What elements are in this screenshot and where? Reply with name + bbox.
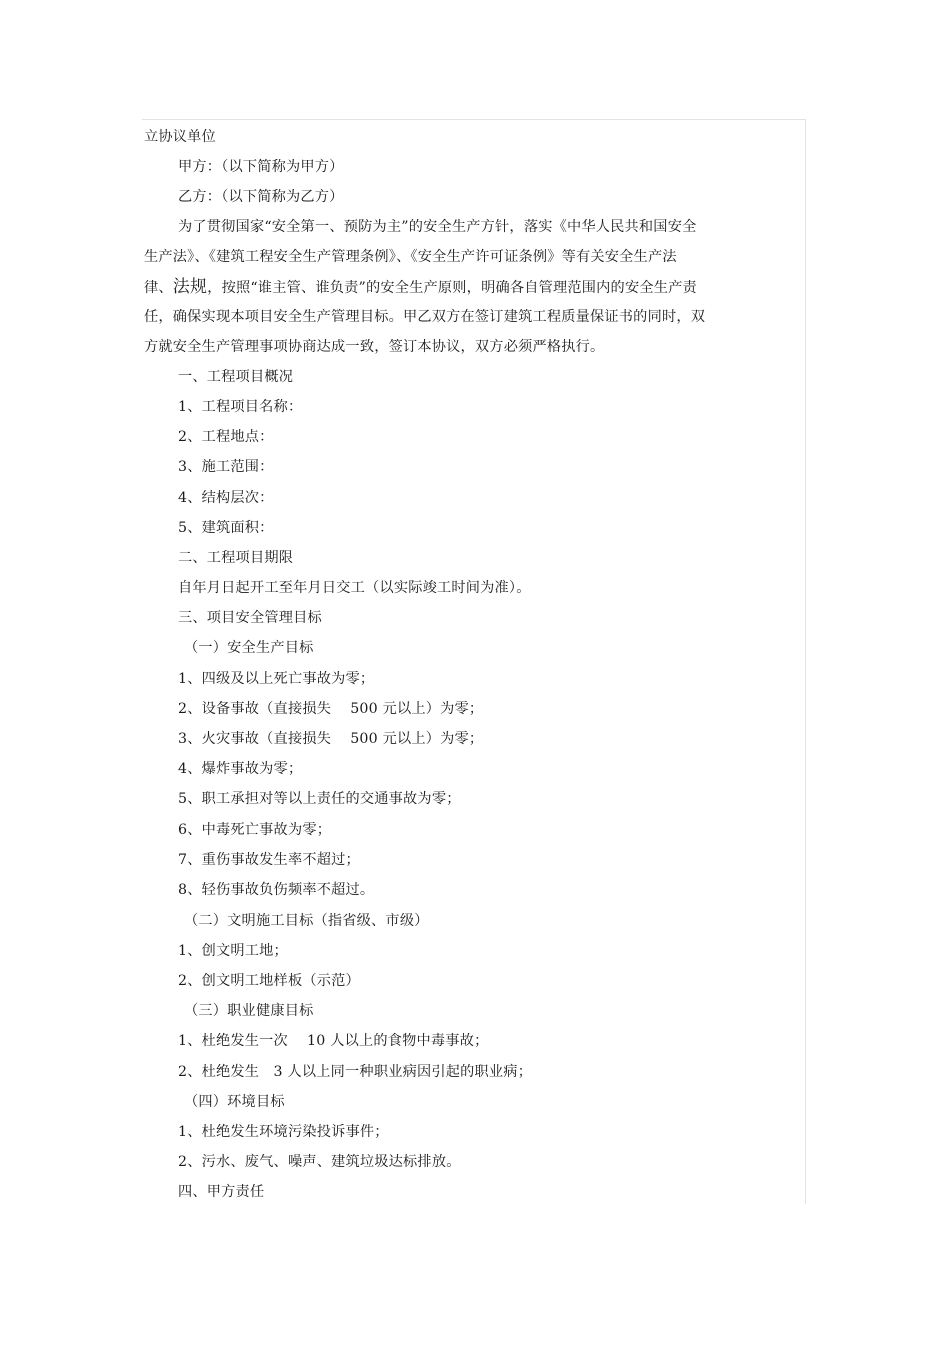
section1-item: 4、结构层次： bbox=[178, 490, 274, 506]
sub2-heading: （二）文明施工目标（指省级、市级） bbox=[184, 913, 429, 929]
section2-heading: 二、工程项目期限 bbox=[178, 550, 294, 566]
sub1-heading: （一）安全生产目标 bbox=[184, 640, 314, 656]
party-a-line: 甲方：（以下简称为甲方） bbox=[178, 159, 344, 175]
sub1-item: 8、轻伤事故负伤频率不超过。 bbox=[178, 882, 375, 898]
sub4-item: 1、杜绝发生环境污染投诉事件； bbox=[178, 1124, 389, 1140]
section1-heading: 一、工程项目概况 bbox=[178, 369, 294, 385]
section1-item: 3、施工范围： bbox=[178, 459, 274, 475]
intro-line-2: 生产法》、《建筑工程安全生产管理条例》、《安全生产许可证条例》等有关安全生产法 bbox=[144, 249, 677, 265]
section2-text: 自年月日起开工至年月日交工（以实际竣工时间为准）。 bbox=[178, 580, 531, 596]
document-title: 立协议单位 bbox=[144, 129, 216, 145]
sub3-heading: （三）职业健康目标 bbox=[184, 1003, 314, 1019]
sub4-item: 2、污水、废气、噪声、建筑垃圾达标排放。 bbox=[178, 1154, 461, 1170]
sub1-item: 2、设备事故（直接损失 500 元以上）为零； bbox=[178, 701, 484, 717]
section1-item: 2、工程地点： bbox=[178, 429, 274, 445]
intro-line-3-fagui: 法规 bbox=[172, 277, 208, 297]
section1-item: 5、建筑面积： bbox=[178, 520, 274, 536]
section1-item: 1、工程项目名称： bbox=[178, 399, 303, 415]
sub4-heading: （四）环境目标 bbox=[184, 1094, 285, 1110]
section3-heading: 三、项目安全管理目标 bbox=[178, 610, 322, 626]
sub1-item: 1、四级及以上死亡事故为零； bbox=[178, 671, 375, 687]
sub3-item: 2、杜绝发生 3 人以上同一种职业病因引起的职业病； bbox=[178, 1064, 533, 1080]
sub1-item: 4、爆炸事故为零； bbox=[178, 761, 303, 777]
party-b-line: 乙方：（以下简称为乙方） bbox=[178, 189, 344, 205]
sub2-item: 2、创文明工地样板（示范） bbox=[178, 973, 360, 989]
sub1-item: 5、职工承担对等以上责任的交通事故为零； bbox=[178, 791, 461, 807]
sub1-item: 7、重伤事故发生率不超过； bbox=[178, 852, 360, 868]
intro-line-3-a: 律、 bbox=[144, 280, 173, 296]
intro-line-3 bbox=[144, 277, 697, 298]
intro-line-3-b: ，按照“谁主管、谁负责”的安全生产原则，明确各自管理范围内的安全生产责 bbox=[207, 280, 697, 296]
sub1-item: 3、火灾事故（直接损失 500 元以上）为零； bbox=[178, 731, 484, 747]
sub1-item: 6、中毒死亡事故为零； bbox=[178, 822, 332, 838]
intro-line-5: 方就安全生产管理事项协商达成一致，签订本协议，双方必须严格执行。 bbox=[144, 339, 605, 355]
sub3-item: 1、杜绝发生一次 10 人以上的食物中毒事故； bbox=[178, 1033, 489, 1049]
section4-heading: 四、甲方责任 bbox=[178, 1184, 265, 1200]
intro-line-1: 为了贯彻国家“安全第一、预防为主”的安全生产方针，落实《中华人民共和国安全 bbox=[178, 219, 697, 235]
intro-line-4: 任，确保实现本项目安全生产管理目标。甲乙双方在签订建筑工程质量保证书的同时，双 bbox=[144, 309, 706, 325]
sub2-item: 1、创文明工地； bbox=[178, 943, 288, 959]
